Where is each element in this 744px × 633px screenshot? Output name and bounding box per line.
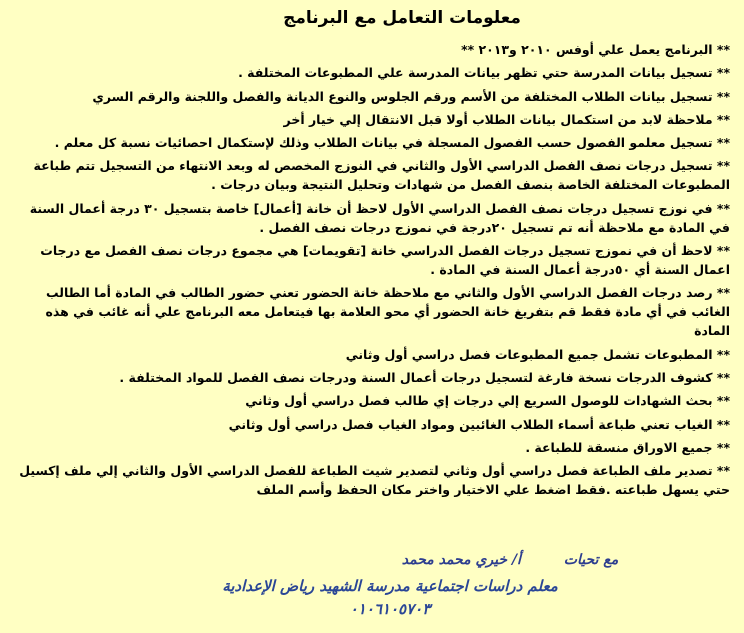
instruction-paragraph: ** المطبوعات تشمل جميع المطبوعات فصل دراسي أول وثاني: [345, 346, 730, 362]
instruction-paragraph: ** في نوزج تسجيل درجات نصف الفصل الدراسي الأول لاحظ أن خانة [أعمال] خاصة بتسجيل ٣٠ درجة أعمال السنة في المادة مع ملاحظة أنه تم تسجيل ٢٠درجة في نموزج درجات نصف الفصل .: [29, 200, 730, 235]
instruction-paragraph: ** ملاحظة لابد من استكمال بيانات الطلاب أولا قبل الانتقال إلي خيار أخر: [283, 111, 730, 127]
instruction-paragraph: ** لاحظ أن في نموزج تسجيل درجات الفصل الدراسي خانة [تقويمات] هي مجموع درجات نصف الفصل مع درجات اعمال السنة أي ٥٠درجة أعمال السنة في المادة .: [40, 243, 730, 278]
signature-line: [80, 552, 744, 568]
instructions-list: [10, 40, 730, 503]
author-name: أ/ خيري محمد محمد: [401, 552, 521, 568]
instruction-paragraph: ** بحث الشهادات للوصول السريع إلي درجات إي طالب فصل دراسي أول وثاني: [245, 393, 730, 409]
instruction-paragraph: ** رصد درجات الفصل الدراسي الأول والثاني مع ملاحظة خانة الحضور تعني حضور الطالب في المادة أما الطالب الغائب في أي مادة فقط قم بتفريغ خانة الحضور أي محو العلامة بها فيتعامل معه البرنامج علي أنه غائب في هذه المادة: [45, 285, 730, 339]
instruction-paragraph: ** تسجيل درجات نصف الفصل الدراسي الأول والثاني في النوزج المخصص له وبعد الانتهاء من التسجيل تتم طباعة المطبوعات المختلفة الخاصة بنصف الفصل من شهادات وتحليل النتيجة وبيان درجات .: [33, 158, 730, 193]
instruction-paragraph: ** كشوف الدرجات نسخة فارغة لتسجيل درجات أعمال السنة ودرجات نصف الفصل للمواد المختلفة .: [119, 369, 730, 385]
page-title: معلومات التعامل مع البرنامج: [283, 8, 521, 28]
instruction-paragraph: ** الغياب تعني طباعة أسماء الطلاب الغائبين ومواد الغياب فصل دراسي أول وثاني: [228, 416, 730, 432]
greeting-text: مع تحيات: [563, 552, 619, 568]
instruction-paragraph: ** البرنامج يعمل علي أوفس ٢٠١٠ و٢٠١٣ **: [461, 42, 730, 57]
instruction-paragraph: ** تسجيل معلمو الفصول حسب الفصول المسجلة في بيانات الطلاب وذلك لإستكمال احصائيات نسبة كل معلم .: [54, 135, 730, 151]
instruction-paragraph: ** تصدير ملف الطباعة فصل دراسي أول وثاني لتصدير شيت الطباعة للفصل الدراسي الأول والثاني إلي ملف إكسيل حتي يسهل طباعته .فقط اضغط علي الاختيار واختر مكان الحفظ وأسم الملف: [19, 463, 730, 498]
author-role: معلم دراسات اجتماعية مدرسة الشهيد رياض الإعدادية: [222, 577, 558, 595]
instruction-paragraph: ** تسجيل بيانات المدرسة حتي تظهر بيانات المدرسة علي المطبوعات المختلفة .: [238, 65, 730, 81]
phone-number: ٠١٠٦١٠٥٧٠٣: [349, 600, 431, 618]
instruction-paragraph: ** جميع الاوراق منسقة للطباعة .: [525, 439, 730, 455]
instruction-paragraph: ** تسجيل بيانات الطلاب المختلفة من الأسم ورقم الجلوس والنوع الديانة والفصل واللجنة والرقم السري: [92, 88, 730, 104]
